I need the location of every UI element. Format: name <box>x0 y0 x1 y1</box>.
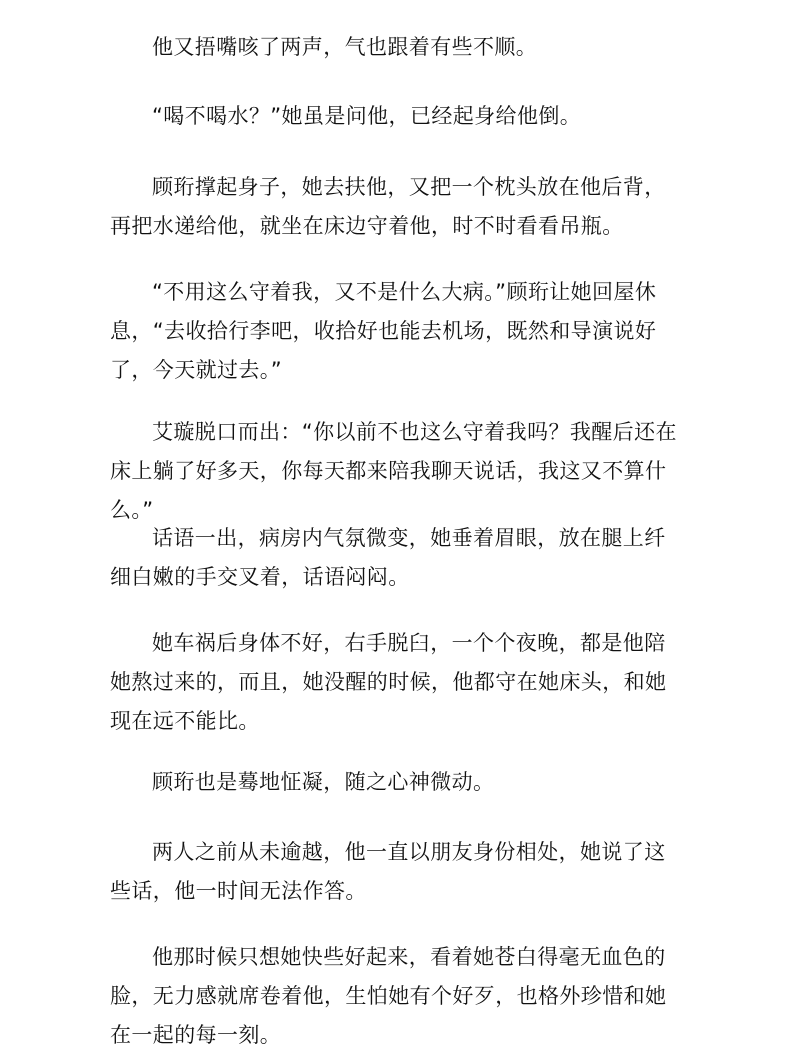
paragraph-1: 他又捂嘴咳了两声，气也跟着有些不顺。 <box>152 35 538 59</box>
paragraph-8: 顾珩也是蓦地怔凝，随之心神微动。 <box>152 770 495 794</box>
paragraph-7: 她车祸后身体不好，右手脱臼，一个个夜晚，都是他陪她熬过来的，而且，她没醒的时候，他都守在她床头，和她现在远不能比。 <box>110 631 667 733</box>
paragraph-3: 顾珩撑起身子，她去扶他，又把一个枕头放在他后背，再把水递给他，就坐在床边守着他，时不时看看吊瓶。 <box>110 175 666 238</box>
paragraph-6: 话语一出，病房内气氛微变，她垂着眉眼，放在腿上纤细白嫩的手交叉着，话语闷闷。 <box>110 526 666 589</box>
paragraph-4: “不用这么守着我，又不是什么大病。”顾珩让她回屋休息，“去收拾行李吧，收拾好也能去机场，既然和导演说好了，今天就过去。” <box>110 280 657 382</box>
paragraph-10: 他那时候只想她快些好起来，看着她苍白得毫无血色的脸，无力感就席卷着他，生怕她有个好歹，也格外珍惜和她在一起的每一刻。 <box>110 945 667 1047</box>
paragraph-5: 艾璇脱口而出：“你以前不也这么守着我吗？我醒后还在床上躺了好多天，你每天都来陪我聊天说话，我这又不算什么。” <box>110 420 677 522</box>
paragraph-9: 两人之前从未逾越，他一直以朋友身份相处，她说了这些话，他一时间无法作答。 <box>110 840 666 903</box>
paragraph-2: “喝不喝水？”她虽是问他，已经起身给他倒。 <box>152 104 582 128</box>
